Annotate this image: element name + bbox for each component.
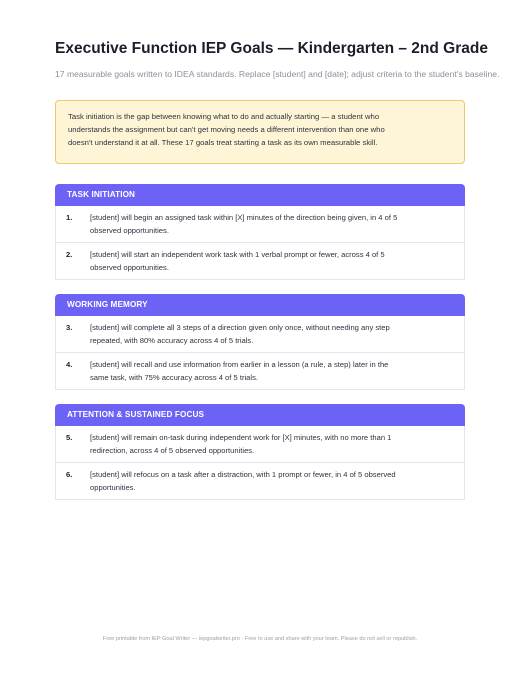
goal-text-line: observed opportunities. xyxy=(90,262,169,272)
goal-text-line: [student] will remain on-task during independent work for [X] minutes, with no more than 1 xyxy=(90,433,392,442)
goal-item xyxy=(55,316,465,353)
goal-text-line: [student] will complete all 3 steps of a direction given only once, without needing any step xyxy=(90,323,390,332)
goal-number: 1. xyxy=(66,213,73,222)
goal-text-line: [student] will start an independent work task with 1 verbal prompt or fewer, across 4 of 5 xyxy=(90,250,385,259)
goal-text-line: [student] will begin an assigned task within [X] minutes of the direction being given, in 4 of 5 xyxy=(90,213,398,222)
goal-text-line: [student] will recall and use information from earlier in a lesson (a rule, a step) later in the xyxy=(90,360,389,369)
goal-item xyxy=(55,206,465,243)
goal-text-line: same task, with 75% accuracy across 4 of 5 trials. xyxy=(90,372,258,382)
goal-text-line: [student] will refocus on a task after a distraction, with 1 prompt or fewer, in 4 of 5 observed xyxy=(90,470,396,479)
goal-text-line: opportunities. xyxy=(90,482,136,492)
goal-item xyxy=(55,353,465,390)
goal-number: 3. xyxy=(66,323,73,332)
callout-line: Task initiation is the gap between knowing what to do and actually starting — a student who xyxy=(68,112,380,121)
goal-item xyxy=(55,463,465,500)
callout-line: understands the assignment but can't get moving needs a different intervention than one who xyxy=(68,125,385,134)
goal-item xyxy=(55,426,465,463)
goal-text-line: repeated, with 80% accuracy across 4 of 5 trials. xyxy=(90,335,254,345)
section-attention-focus xyxy=(55,404,465,500)
callout-line: doesn't understand it at all. These 17 goals treat starting a task as its own measurable skill. xyxy=(68,138,378,147)
goal-text-line: observed opportunities. xyxy=(90,225,169,235)
goal-number: 6. xyxy=(66,470,73,479)
goal-item xyxy=(55,243,465,280)
section-task-initiation xyxy=(55,184,465,280)
section-working-memory xyxy=(55,294,465,390)
goal-text-line: redirection, across 4 of 5 observed opportunities. xyxy=(90,445,255,455)
page-title: Executive Function IEP Goals — Kindergarten – 2nd Grade xyxy=(55,40,488,57)
goal-number: 5. xyxy=(66,433,73,442)
section-heading: WORKING MEMORY xyxy=(55,294,465,316)
goal-number: 2. xyxy=(66,250,73,259)
page-subtitle: 17 measurable goals written to IDEA standards. Replace [student] and [date]; adjust criteria to the student's baseline. xyxy=(55,69,500,79)
intro-callout xyxy=(55,100,465,164)
page-footer: Free printable from IEP Goal Writer — iepgoalwriter.pro · Free to use and share with your team. Please do not sell or republish. xyxy=(102,636,418,642)
goal-number: 4. xyxy=(66,360,73,369)
section-heading: TASK INITIATION xyxy=(55,184,465,206)
section-heading: ATTENTION & SUSTAINED FOCUS xyxy=(55,404,465,426)
